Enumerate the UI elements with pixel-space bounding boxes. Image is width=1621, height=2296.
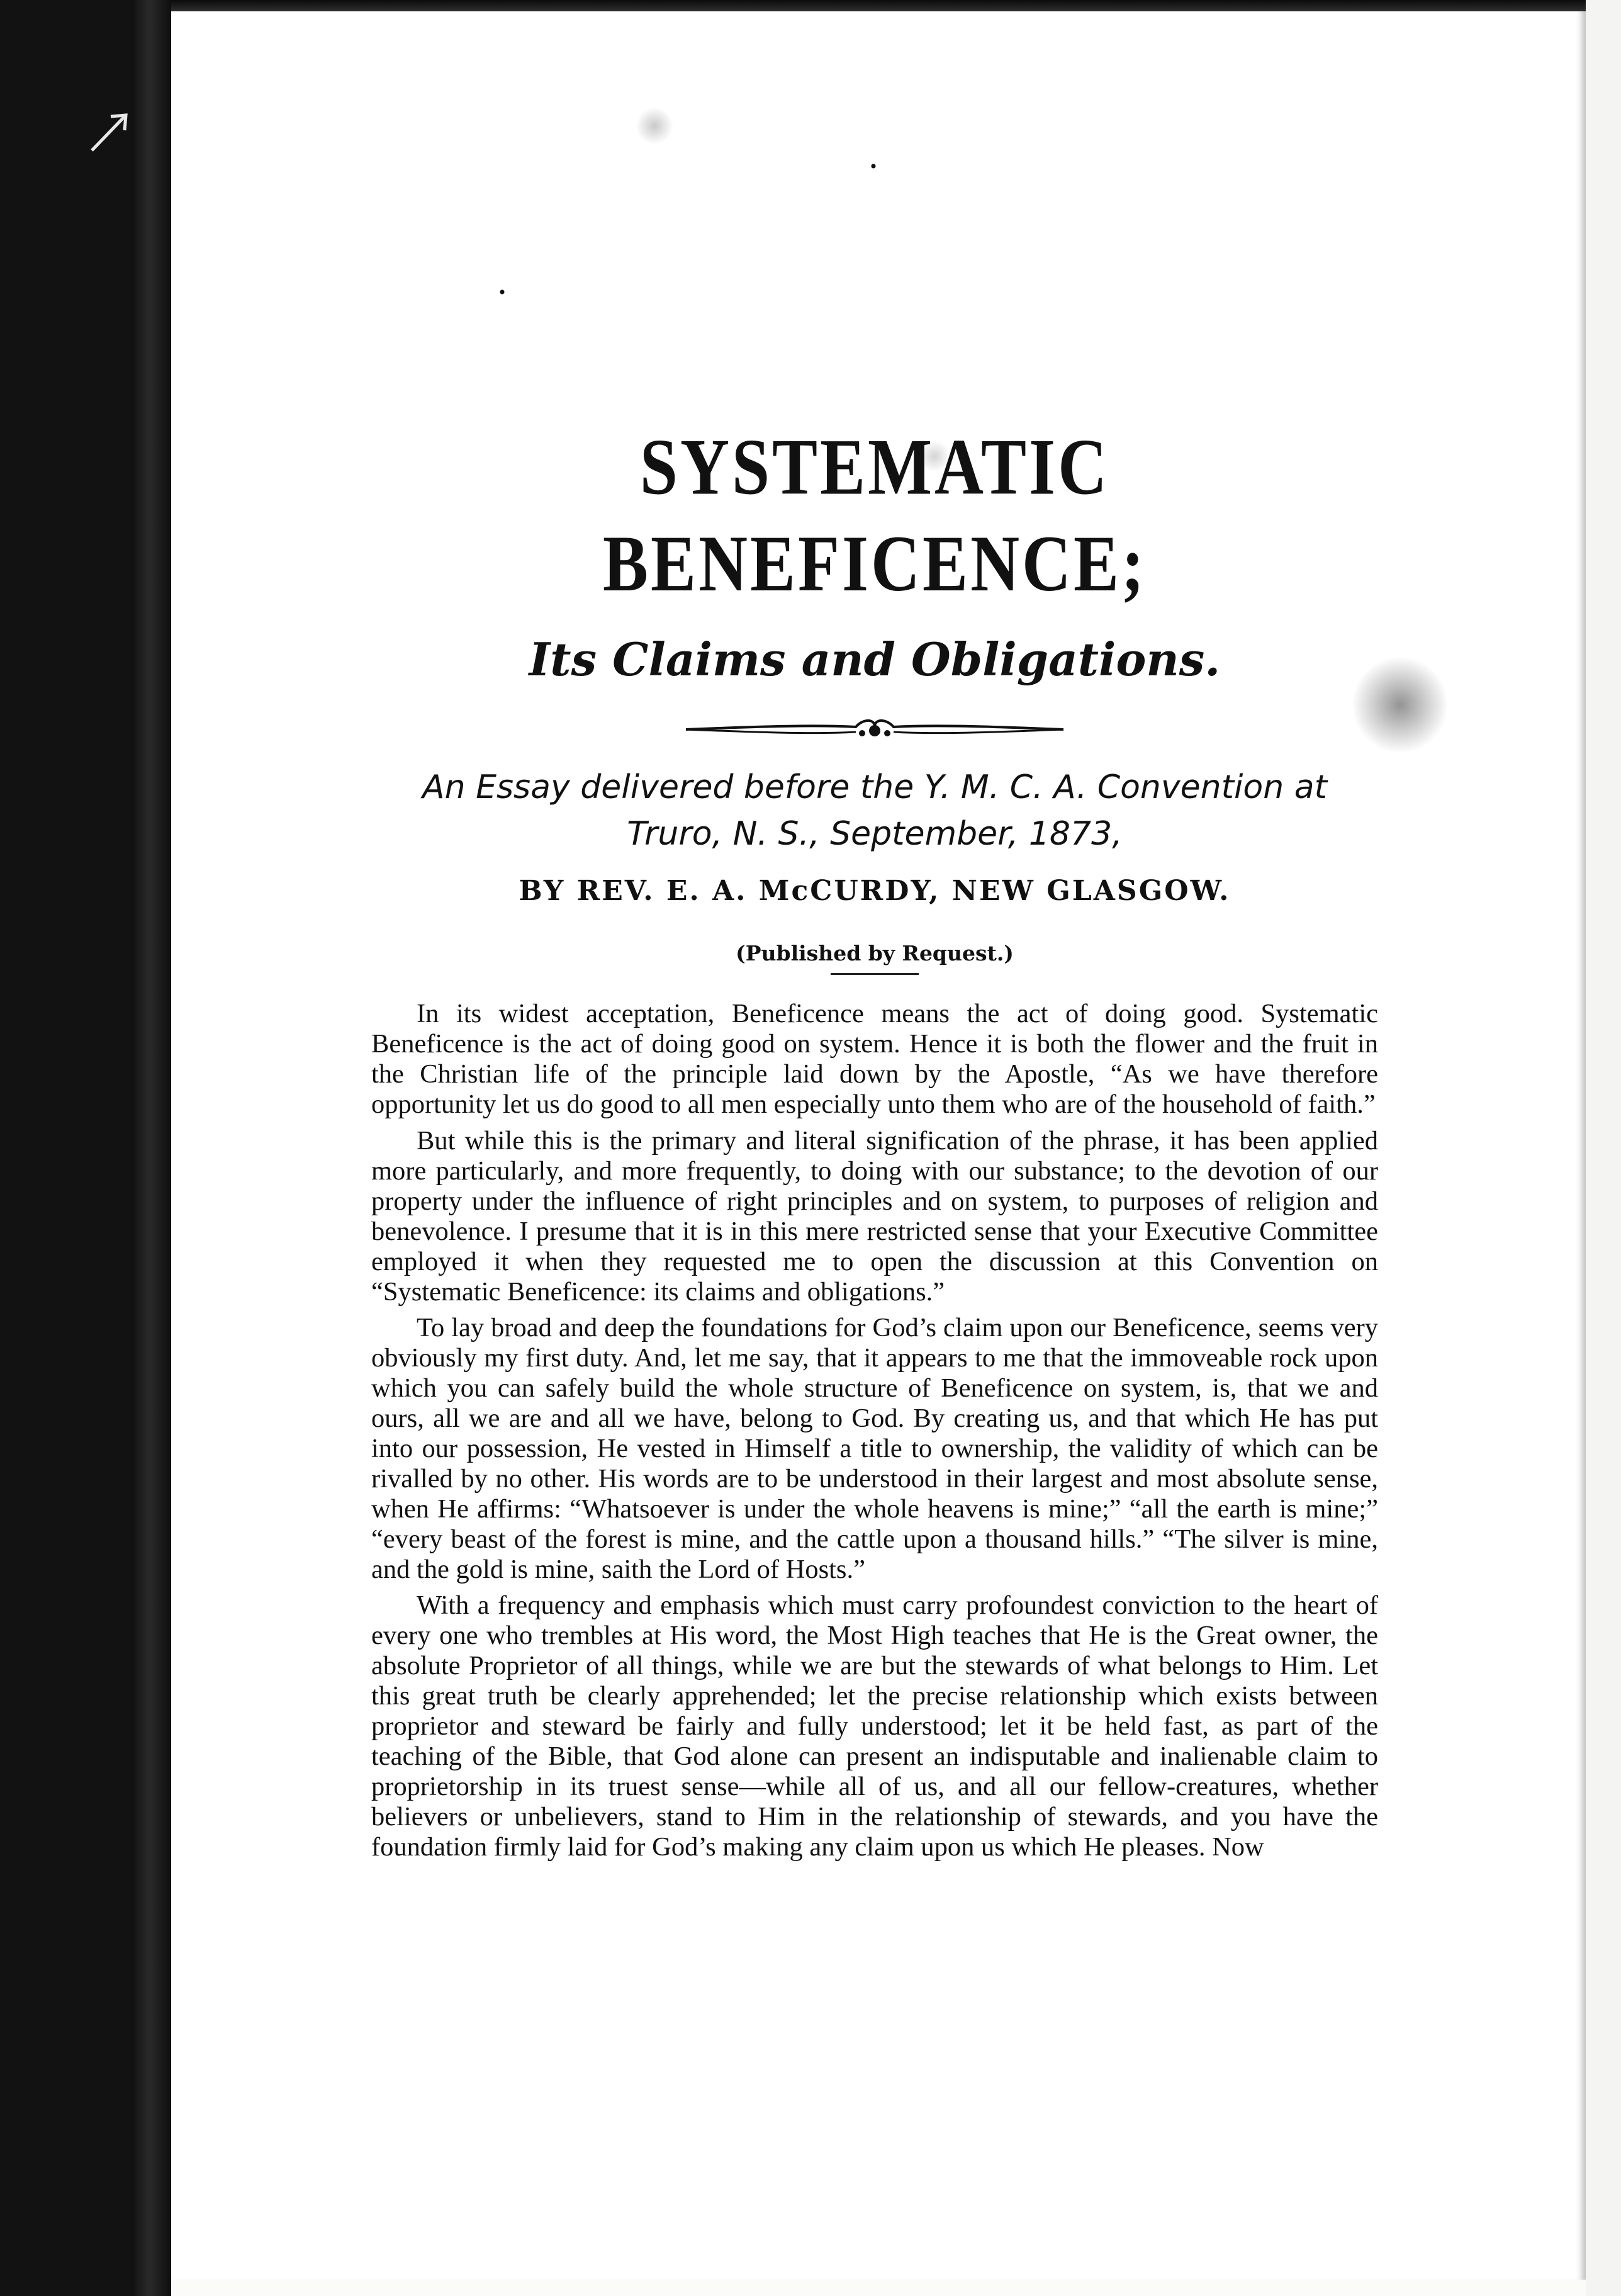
- body-paragraph: With a frequency and emphasis which must carry profoundest conviction to the heart of every one who trembles at His word, the Most High teaches that He is the Great owner, the absolute Proprietor of all things, while we are but the stewards of what belongs to Him. Let this great truth be clearly apprehended; let the precise relationship which exists between proprietor and steward be fairly and fully understood; let it be held fast, as part of the teaching of the Bible, that God alone can present an indisputable and inalienable claim to proprietorship in its truest sense—while all of us, and all our fellow-creatures, whether believers or unbelievers, stand to Him in the relationship of stewards, and you have the foundation firmly laid for God’s making any claim upon us which He pleases. Now: [371, 1590, 1378, 1862]
- essay-line-2: Truro, N. S., September, 1873,: [627, 814, 1123, 853]
- short-rule: [831, 973, 919, 975]
- publication-note: (Published by Request.): [736, 941, 1014, 966]
- body-paragraph: To lay broad and deep the foundations for God’s claim upon our Beneficence, seems very obviously my first duty. And, let me say, that it appears to me that the immoveable rock upon which you can safely build the whole structure of Beneficence on system, is, that we and ours, all we are and all we have, belong to God. By creating us, and that which He has put into our possession, He vested in Himself a title to ownership, the validity of which can be rivalled by no other. His words are to be understood in their largest and most absolute sense, when He affirms: “Whatsoever is under the whole heavens is mine;” “all the earth is mine;” “every beast of the forest is mine, and the cattle upon a thousand hills.” “The silver is mine, and the gold is mine, saith the Lord of Hosts.”: [371, 1312, 1378, 1584]
- pen-mark: [88, 110, 132, 154]
- ornamental-divider: [673, 708, 1076, 746]
- essay-line-1: An Essay delivered before the Y. M. C. A. Convention at: [422, 768, 1327, 806]
- stray-dot: ·: [496, 271, 508, 313]
- stray-dot: ·: [867, 145, 880, 187]
- binding-edge: [135, 0, 171, 2296]
- ink-stain: [636, 107, 673, 145]
- author-line: BY REV. E. A. McCURDY, NEW GLASGOW.: [519, 875, 1231, 908]
- body-paragraph: In its widest acceptation, Beneficence means the act of doing good. Systematic Beneficence is the act of doing good on system. Hence it is both the flower and the fruit in the Christian life of the principle laid down by the Apostle, “As we have therefore opportunity let us do good to all men especially unto them who are of the household of faith.”: [371, 999, 1378, 1120]
- body-paragraph: But while this is the primary and literal signification of the phrase, it has been applied more particularly, and more frequently, to doing with our substance; to the devotion of our property under the influence of right principles and on system, to purposes of religion and benevolence. I presume that it is in this mere restricted sense that your Executive Committee employed it when they requested me to open the discussion at this Convention on “Systematic Beneficence: its claims and obligations.”: [371, 1125, 1378, 1307]
- document-title: SYSTEMATIC BENEFICENCE;: [602, 423, 1147, 608]
- essay-description: [371, 765, 1378, 858]
- document-subtitle: Its Claims and Obligations.: [529, 633, 1221, 687]
- right-margin: [1586, 0, 1621, 2296]
- document-content: [371, 423, 1378, 1868]
